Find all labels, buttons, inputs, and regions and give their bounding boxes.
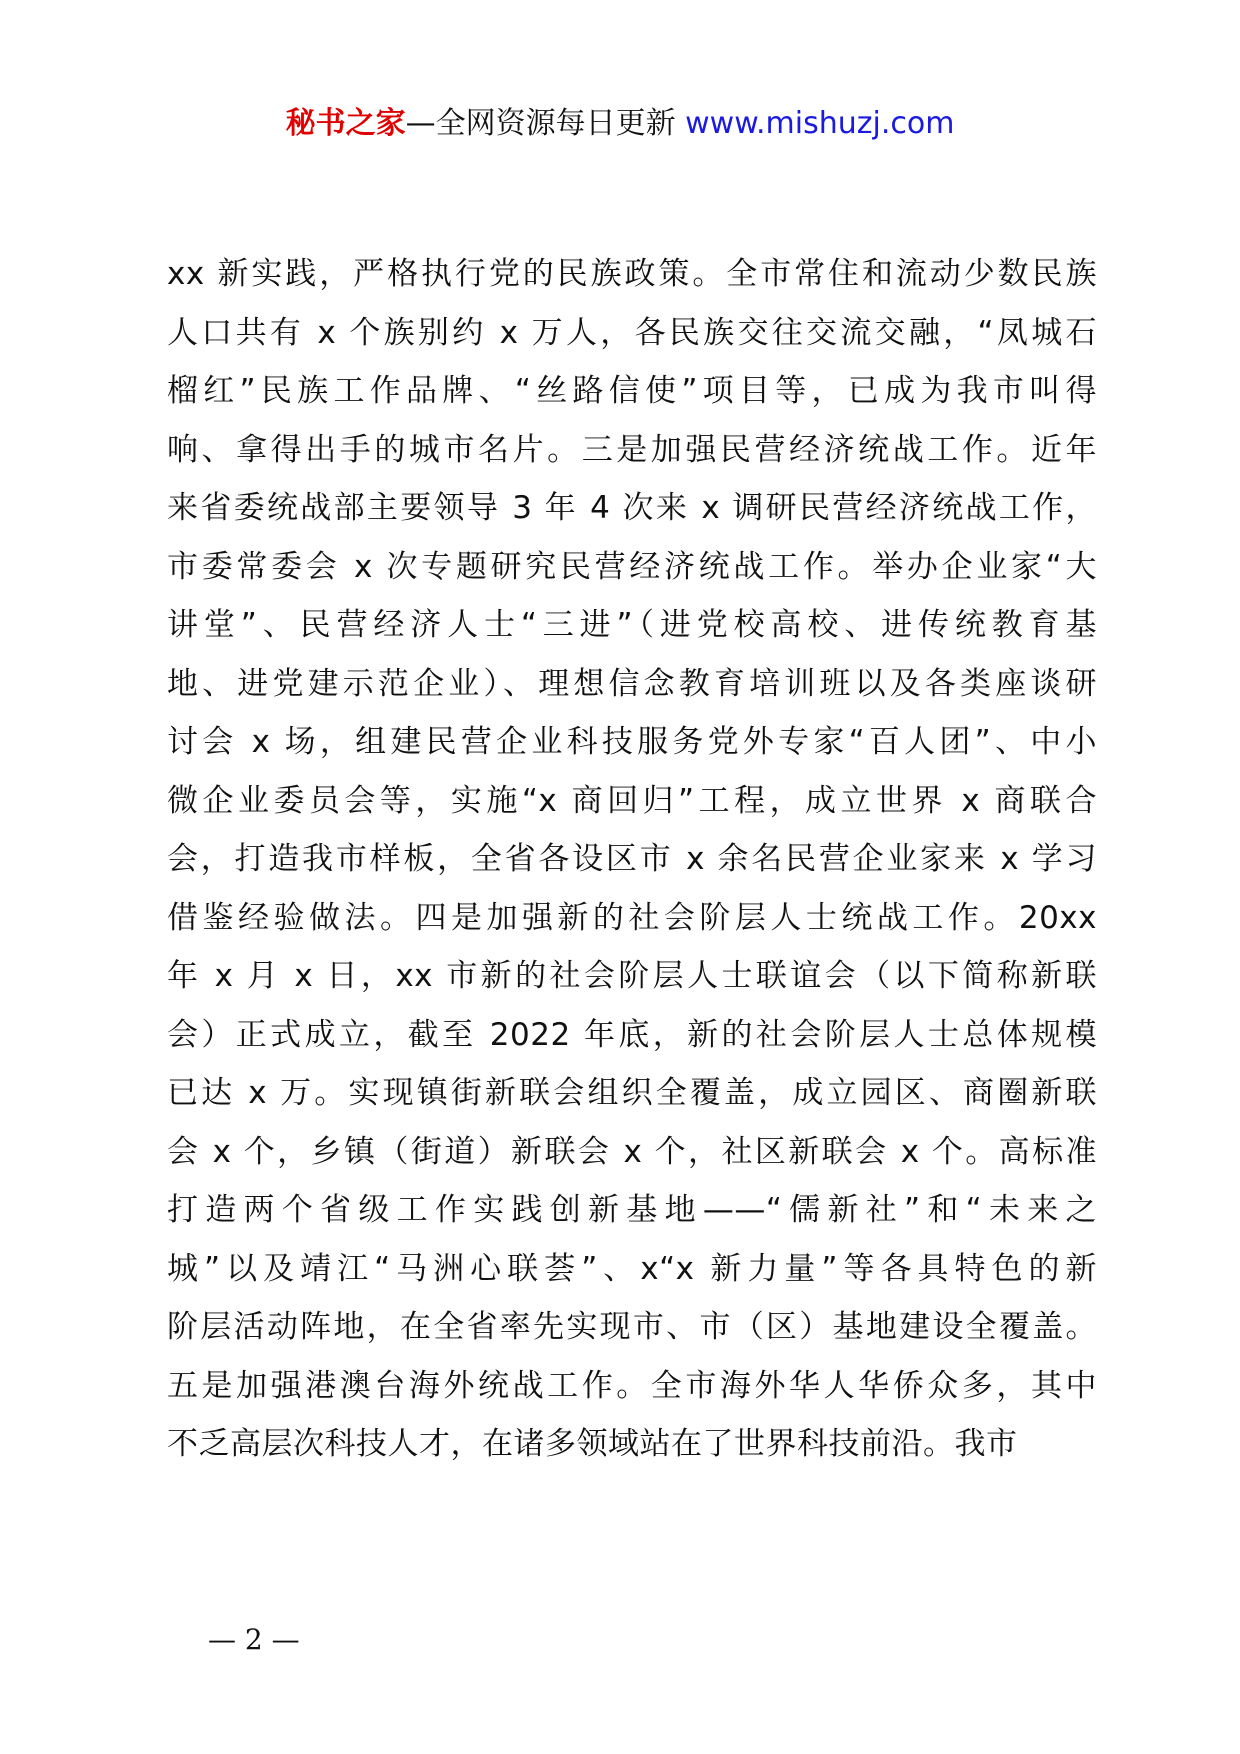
site-url-link[interactable]: www.mishuzj.com xyxy=(685,106,955,141)
body-line: 讲堂”、民营经济人士“三进”（进党校高校、进传统教育基 xyxy=(167,607,1097,643)
body-line: 来省委统战部主要领导 3 年 4 次来 x 调研民营经济统战工作， xyxy=(167,490,1097,526)
body-line: 年 x 月 x 日，xx 市新的社会阶层人士联谊会（以下简称新联 xyxy=(167,958,1097,994)
page-number: — 2 — xyxy=(208,1623,300,1656)
header-slogan: —全网资源每日更新 xyxy=(405,106,686,141)
body-line: 微企业委员会等，实施“x 商回归”工程，成立世界 x 商联合 xyxy=(167,782,1097,819)
body-line: 借鉴经验做法。四是加强新的社会阶层人士统战工作。20xx xyxy=(167,899,1097,936)
body-line: 已达 x 万。实现镇街新联会组织全覆盖，成立园区、商圈新联 xyxy=(167,1075,1097,1111)
body-line: 讨会 x 场，组建民营企业科技服务党外专家“百人团”、中小 xyxy=(167,724,1097,760)
body-line: 会，打造我市样板，全省各设区市 x 余名民营企业家来 x 学习 xyxy=(167,841,1097,877)
body-line: 城”以及靖江“马洲心联荟”、x“x 新力量”等各具特色的新 xyxy=(167,1250,1097,1287)
site-header xyxy=(0,100,1240,148)
body-line: 地、进党建示范企业）、理想信念教育培训班以及各类座谈研 xyxy=(167,665,1097,702)
body-line: 五是加强港澳台海外统战工作。全市海外华人华侨众多，其中 xyxy=(167,1367,1097,1404)
body-line: xx 新实践，严格执行党的民族政策。全市常住和流动少数民族 xyxy=(167,256,1097,292)
document-body xyxy=(167,245,1097,1474)
body-line: 打造两个省级工作实践创新基地——“儒新社”和“未来之 xyxy=(167,1192,1097,1228)
brand-name: 秘书之家 xyxy=(285,106,406,141)
body-line: 人口共有 x 个族别约 x 万人，各民族交往交流交融，“凤城石 xyxy=(167,314,1097,351)
body-line: 阶层活动阵地，在全省率先实现市、市（区）基地建设全覆盖。 xyxy=(167,1309,1097,1345)
body-line: 响、拿得出手的城市名片。三是加强民营经济统战工作。近年 xyxy=(167,431,1097,468)
body-line: 不乏高层次科技人才，在诸多领域站在了世界科技前沿。我市 xyxy=(167,1426,1018,1462)
body-line: 会 x 个，乡镇（街道）新联会 x 个，社区新联会 x 个。高标准 xyxy=(167,1133,1097,1170)
body-line: 会）正式成立，截至 2022 年底，新的社会阶层人士总体规模 xyxy=(167,1016,1097,1053)
body-line: 市委常委会 x 次专题研究民营经济统战工作。举办企业家“大 xyxy=(167,548,1097,585)
body-line: 榴红”民族工作品牌、“丝路信使”项目等，已成为我市叫得 xyxy=(167,373,1097,409)
